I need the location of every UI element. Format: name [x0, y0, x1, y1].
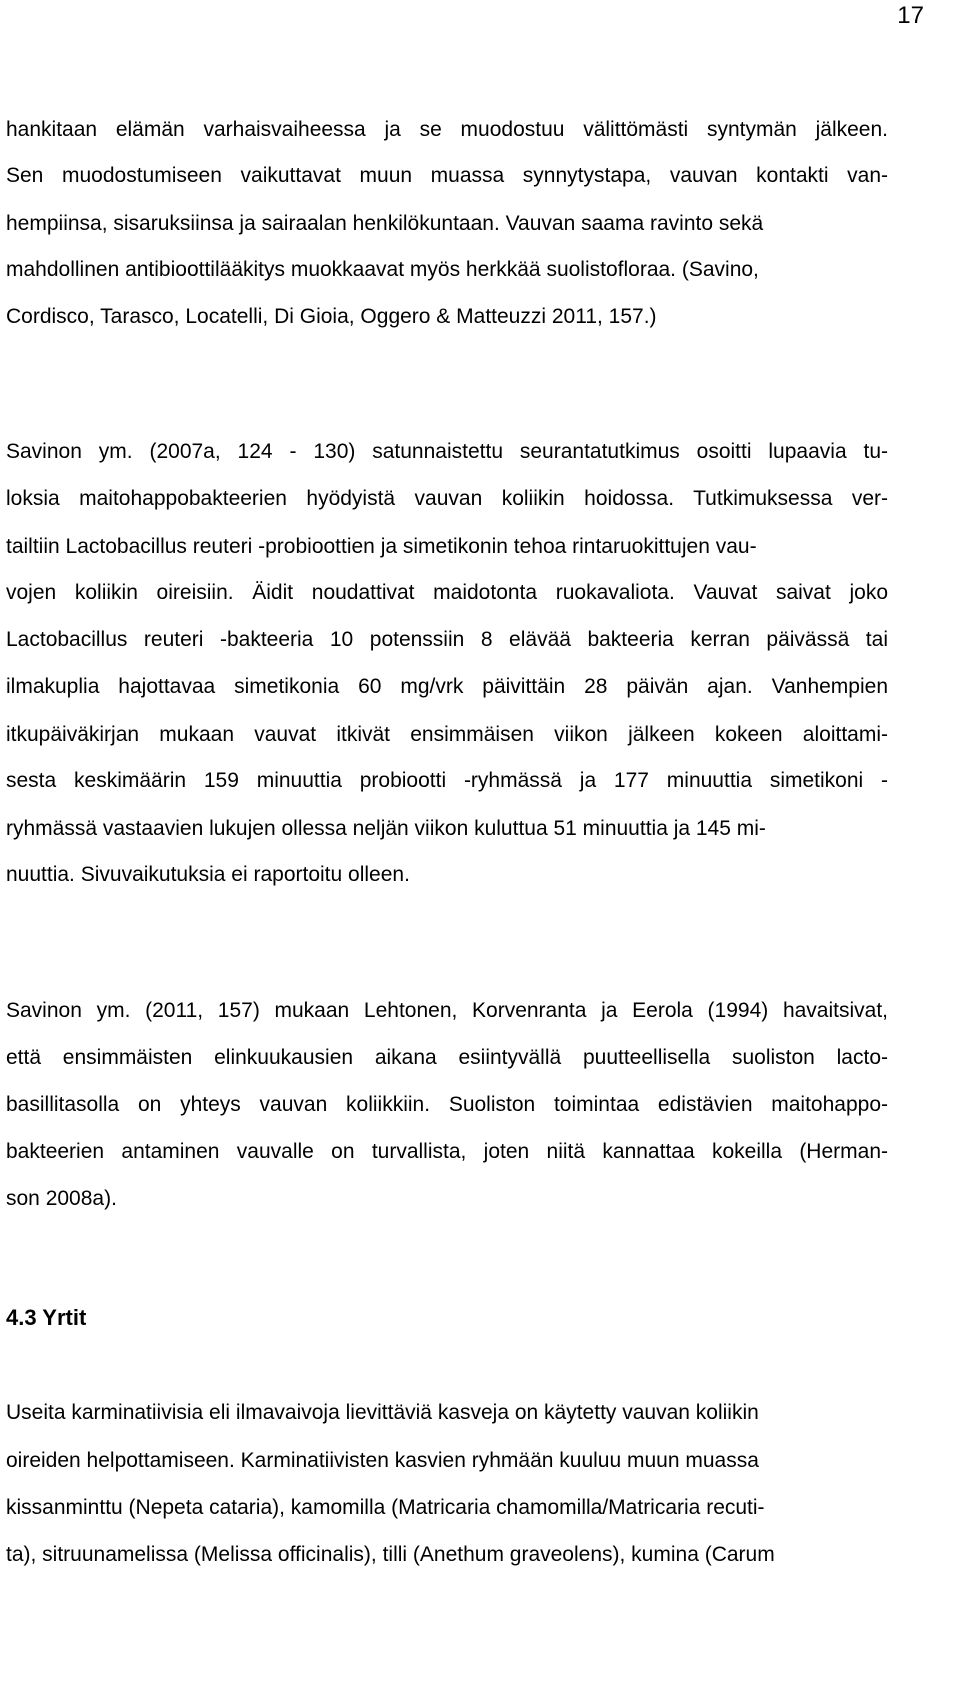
- text-line: Sen muodostumiseen vaikuttavat muun muassa synnytystapa, vauvan kontakti van-: [6, 164, 888, 187]
- text-line: sesta keskimäärin 159 minuuttia probiootti -ryhmässä ja 177 minuuttia simetikoni -: [6, 769, 888, 792]
- text-line: että ensimmäisten elinkuukausien aikana esiintyvällä puutteellisella suoliston lacto-: [6, 1046, 888, 1069]
- text-line: ilmakuplia hajottavaa simetikonia 60 mg/vrk päivittäin 28 päivän ajan. Vanhempien: [6, 675, 888, 698]
- page-number: 17: [897, 2, 924, 29]
- text-line: Savinon ym. (2007a, 124 - 130) satunnaistettu seurantatutkimus osoitti lupaavia tu-: [6, 440, 888, 463]
- text-line: basillitasolla on yhteys vauvan koliikkiin. Suoliston toimintaa edistävien maitohappo-: [6, 1093, 888, 1116]
- text-line: Savinon ym. (2011, 157) mukaan Lehtonen, Korvenranta ja Eerola (1994) havaitsivat,: [6, 999, 888, 1022]
- text-line: kissanminttu (Nepeta cataria), kamomilla (Matricaria chamomilla/Matricaria recuti-: [6, 1496, 765, 1519]
- text-line: ta), sitruunamelissa (Melissa officinalis), tilli (Anethum graveolens), kumina (Carum: [6, 1543, 775, 1566]
- text-line: son 2008a).: [6, 1187, 117, 1210]
- text-line: loksia maitohappobakteerien hyödyistä vauvan koliikin hoidossa. Tutkimuksessa ver-: [6, 487, 888, 510]
- text-line: mahdollinen antibioottilääkitys muokkaavat myös herkkää suolistofloraa. (Savino,: [6, 258, 759, 281]
- text-line: Cordisco, Tarasco, Locatelli, Di Gioia, Oggero & Matteuzzi 2011, 157.): [6, 305, 657, 328]
- text-line: bakteerien antaminen vauvalle on turvallista, joten niitä kannattaa kokeilla (Herman-: [6, 1140, 888, 1163]
- text-line: Useita karminatiivisia eli ilmavaivoja lievittäviä kasveja on käytetty vauvan koliikin: [6, 1401, 759, 1424]
- text-line: oireiden helpottamiseen. Karminatiivisten kasvien ryhmään kuuluu muun muassa: [6, 1449, 759, 1472]
- section-heading: 4.3 Yrtit: [6, 1305, 87, 1330]
- text-line: tailtiin Lactobacillus reuteri -probioottien ja simetikonin tehoa rintaruokittujen vau-: [6, 535, 757, 558]
- text-line: hankitaan elämän varhaisvaiheessa ja se muodostuu välittömästi syntymän jälkeen.: [6, 118, 888, 141]
- text-line: ryhmässä vastaavien lukujen ollessa neljän viikon kuluttua 51 minuuttia ja 145 mi-: [6, 817, 766, 840]
- text-line: nuuttia. Sivuvaikutuksia ei raportoitu olleen.: [6, 863, 410, 886]
- text-line: hempiinsa, sisaruksiinsa ja sairaalan henkilökuntaan. Vauvan saama ravinto sekä: [6, 212, 764, 235]
- text-line: Lactobacillus reuteri -bakteeria 10 potenssiin 8 elävää bakteeria kerran päivässä tai: [6, 628, 888, 651]
- text-line: itkupäiväkirjan mukaan vauvat itkivät ensimmäisen viikon jälkeen kokeen aloittami-: [6, 723, 888, 746]
- text-line: vojen koliikin oireisiin. Äidit noudattivat maidotonta ruokavaliota. Vauvat saivat joko: [6, 581, 888, 604]
